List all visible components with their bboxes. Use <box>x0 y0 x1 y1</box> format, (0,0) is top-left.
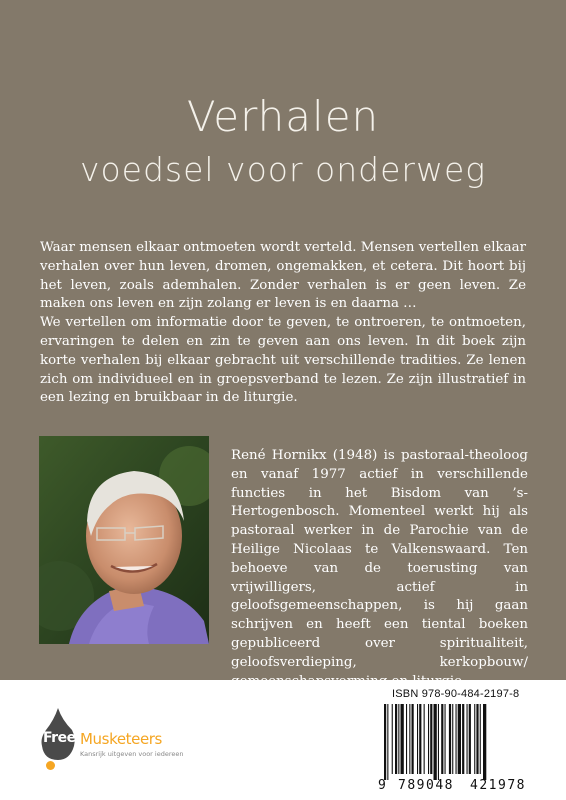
book-subtitle: voedsel voor onderweg <box>79 150 487 189</box>
barcode-icon <box>380 704 530 780</box>
book-blurb <box>40 239 526 408</box>
author-photo <box>39 436 209 644</box>
publisher-tagline: Kansrijk uitgeven voor iedereen <box>80 750 184 758</box>
blurb-paragraph-2: We vertellen om informatie door te geven, te ontroeren, te ontmoeten, ervaringen te delen en zin te geven aan ons leven. In dit boek zijn korte verhalen bij elkaar gebracht uit verschillende tradities. Ze lenen zich om individueel en in groepsverband te lezen. Ze zijn illustratief in een lezing en bruikbaar in de liturgie. <box>40 315 526 406</box>
isbn-label: ISBN 978-90-484-2197-8 <box>392 688 520 700</box>
logo-dot-icon <box>46 761 55 770</box>
ean-right-digits: 421978 <box>470 778 526 793</box>
cover-footer <box>0 680 566 800</box>
book-title: Verhalen <box>186 92 380 141</box>
ean-left-digits: 789048 <box>398 778 454 793</box>
publisher-name-musketeers: Musketeers <box>80 730 162 748</box>
ean-digits <box>378 778 534 793</box>
publisher-logo <box>40 708 200 778</box>
author-bio: René Hornikx (1948) is pastoraal-theoloog en vanaf 1977 actief in verschillende functies in het Bisdom van ’s-Hertogenbosch. Momenteel werkt hij als pastoraal werker in de Parochie van de Heilige Nicolaas te Valkenswaard. Ten behoeve van de toerusting van vrijwilligers, actief in geloofsgemeenschappen, is hij gaan schrijven en heeft een tiental boeken gepubliceerd over spiritualiteit, geloofsverdieping, kerkopbouw/ <box>231 448 528 670</box>
publisher-name-free: Free <box>43 730 76 746</box>
author-portrait-image <box>39 436 209 644</box>
blurb-paragraph-1: Waar mensen elkaar ontmoeten wordt verteld. Mensen vertellen elkaar verhalen over hun leven, dromen, ongemakken, et cetera. Dit hoort bij het leven, zoals ademhalen. Zonder verhalen is er geen leven. Ze maken ons leven en zijn zolang er leven is en daarna … <box>40 240 526 312</box>
ean-first-digit: 9 <box>378 778 386 793</box>
